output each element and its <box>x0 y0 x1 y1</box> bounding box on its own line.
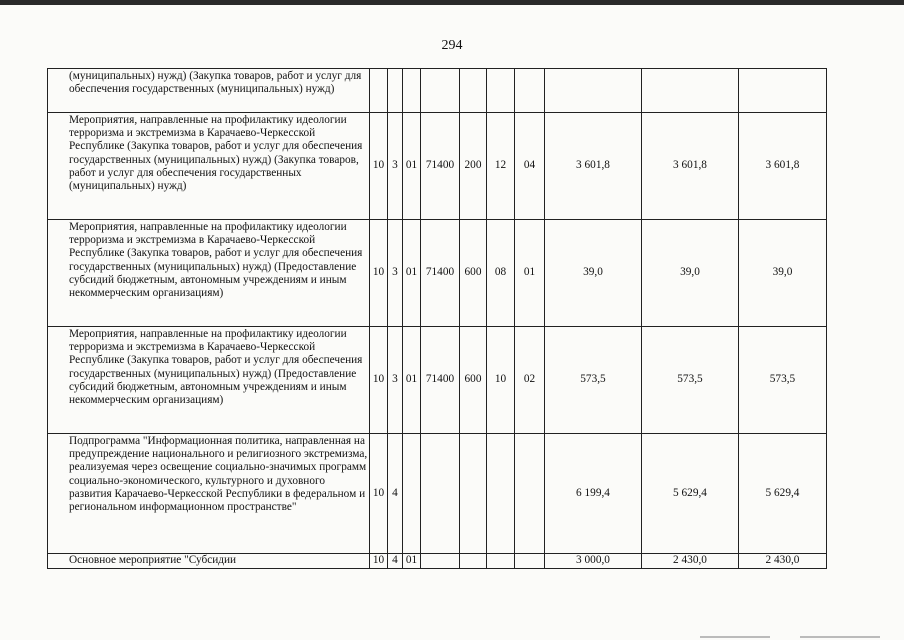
amount-3: 5 629,4 <box>739 434 827 554</box>
table-row <box>48 327 827 434</box>
table-row <box>48 434 827 554</box>
page-number: 294 <box>441 38 463 53</box>
amount-2: 3 601,8 <box>642 113 739 220</box>
budget-table <box>47 68 827 569</box>
amount-1 <box>545 69 642 113</box>
code-subsection: 3 <box>388 113 403 220</box>
row-description: Мероприятия, направленные на профилактику идеологии терроризма и экстремизма в Карачаево-Черкесской Республике (Закупка товаров, работ и услуг для обеспечения государственных (муниципальных) нужд) (Предоставление субсидий бюджетным, автономным учреждениям и иным некоммерческим организациям) <box>48 220 370 327</box>
amount-2: 5 629,4 <box>642 434 739 554</box>
amount-3: 3 601,8 <box>739 113 827 220</box>
code-program <box>403 434 421 554</box>
code-section: 10 <box>370 554 388 569</box>
amount-1: 6 199,4 <box>545 434 642 554</box>
row-description: Основное мероприятие "Субсидии <box>48 554 370 569</box>
code-subsection: 3 <box>388 327 403 434</box>
scan-artifact <box>800 636 880 638</box>
code-section: 10 <box>370 220 388 327</box>
amount-1: 3 601,8 <box>545 113 642 220</box>
code-subsection: 4 <box>388 434 403 554</box>
code-subchapter: 02 <box>515 327 545 434</box>
code-expense-type: 200 <box>460 113 487 220</box>
amount-2: 2 430,0 <box>642 554 739 569</box>
table-row <box>48 113 827 220</box>
row-description: (муниципальных) нужд) (Закупка товаров, работ и услуг для обеспечения государственных (муниципальных) нужд) <box>48 69 370 113</box>
amount-2: 39,0 <box>642 220 739 327</box>
amount-2: 573,5 <box>642 327 739 434</box>
code-subchapter: 01 <box>515 220 545 327</box>
code-section: 10 <box>370 434 388 554</box>
table-row <box>48 220 827 327</box>
amount-3: 39,0 <box>739 220 827 327</box>
code-section: 10 <box>370 113 388 220</box>
code-expense-type: 600 <box>460 327 487 434</box>
code-program: 01 <box>403 327 421 434</box>
code-subchapter <box>515 69 545 113</box>
row-description: Мероприятия, направленные на профилактику идеологии терроризма и экстремизма в Карачаево-Черкесской Республике (Закупка товаров, работ и услуг для обеспечения государственных (муниципальных) нужд) (Закупка товаров, работ и услуг для обеспечения государственных (муниципальных) нужд) <box>48 113 370 220</box>
code-subchapter <box>515 554 545 569</box>
code-program: 01 <box>403 113 421 220</box>
code-direction <box>421 69 460 113</box>
code-chapter <box>487 554 515 569</box>
code-expense-type: 600 <box>460 220 487 327</box>
code-program <box>403 69 421 113</box>
code-chapter: 12 <box>487 113 515 220</box>
code-program: 01 <box>403 554 421 569</box>
amount-3 <box>739 69 827 113</box>
amount-2 <box>642 69 739 113</box>
table-row <box>48 69 827 113</box>
code-chapter: 08 <box>487 220 515 327</box>
code-subchapter: 04 <box>515 113 545 220</box>
amount-3: 2 430,0 <box>739 554 827 569</box>
code-direction: 71400 <box>421 327 460 434</box>
code-subsection <box>388 69 403 113</box>
amount-1: 39,0 <box>545 220 642 327</box>
amount-1: 3 000,0 <box>545 554 642 569</box>
code-chapter: 10 <box>487 327 515 434</box>
code-subsection: 3 <box>388 220 403 327</box>
amount-1: 573,5 <box>545 327 642 434</box>
code-expense-type <box>460 69 487 113</box>
code-direction <box>421 434 460 554</box>
code-expense-type <box>460 434 487 554</box>
code-chapter <box>487 434 515 554</box>
code-subsection: 4 <box>388 554 403 569</box>
code-section <box>370 69 388 113</box>
code-direction: 71400 <box>421 113 460 220</box>
code-section: 10 <box>370 327 388 434</box>
code-chapter <box>487 69 515 113</box>
code-expense-type <box>460 554 487 569</box>
code-direction <box>421 554 460 569</box>
amount-3: 573,5 <box>739 327 827 434</box>
code-subchapter <box>515 434 545 554</box>
code-program: 01 <box>403 220 421 327</box>
row-description: Подпрограмма "Информационная политика, направленная на предупреждение национального и религиозного экстремизма, реализуемая через освещение социально-значимых программ социально-экономического, культурного и духовного развития Карачаево-Черкесской Республики в федеральном и региональном информационном пространстве" <box>48 434 370 554</box>
table-row <box>48 554 827 569</box>
scan-artifact <box>700 636 770 638</box>
page-top-border <box>0 0 904 5</box>
code-direction: 71400 <box>421 220 460 327</box>
row-description: Мероприятия, направленные на профилактику идеологии терроризма и экстремизма в Карачаево-Черкесской Республике (Закупка товаров, работ и услуг для обеспечения государственных (муниципальных) нужд) (Предоставление субсидий бюджетным, автономным учреждениям и иным некоммерческим организациям) <box>48 327 370 434</box>
